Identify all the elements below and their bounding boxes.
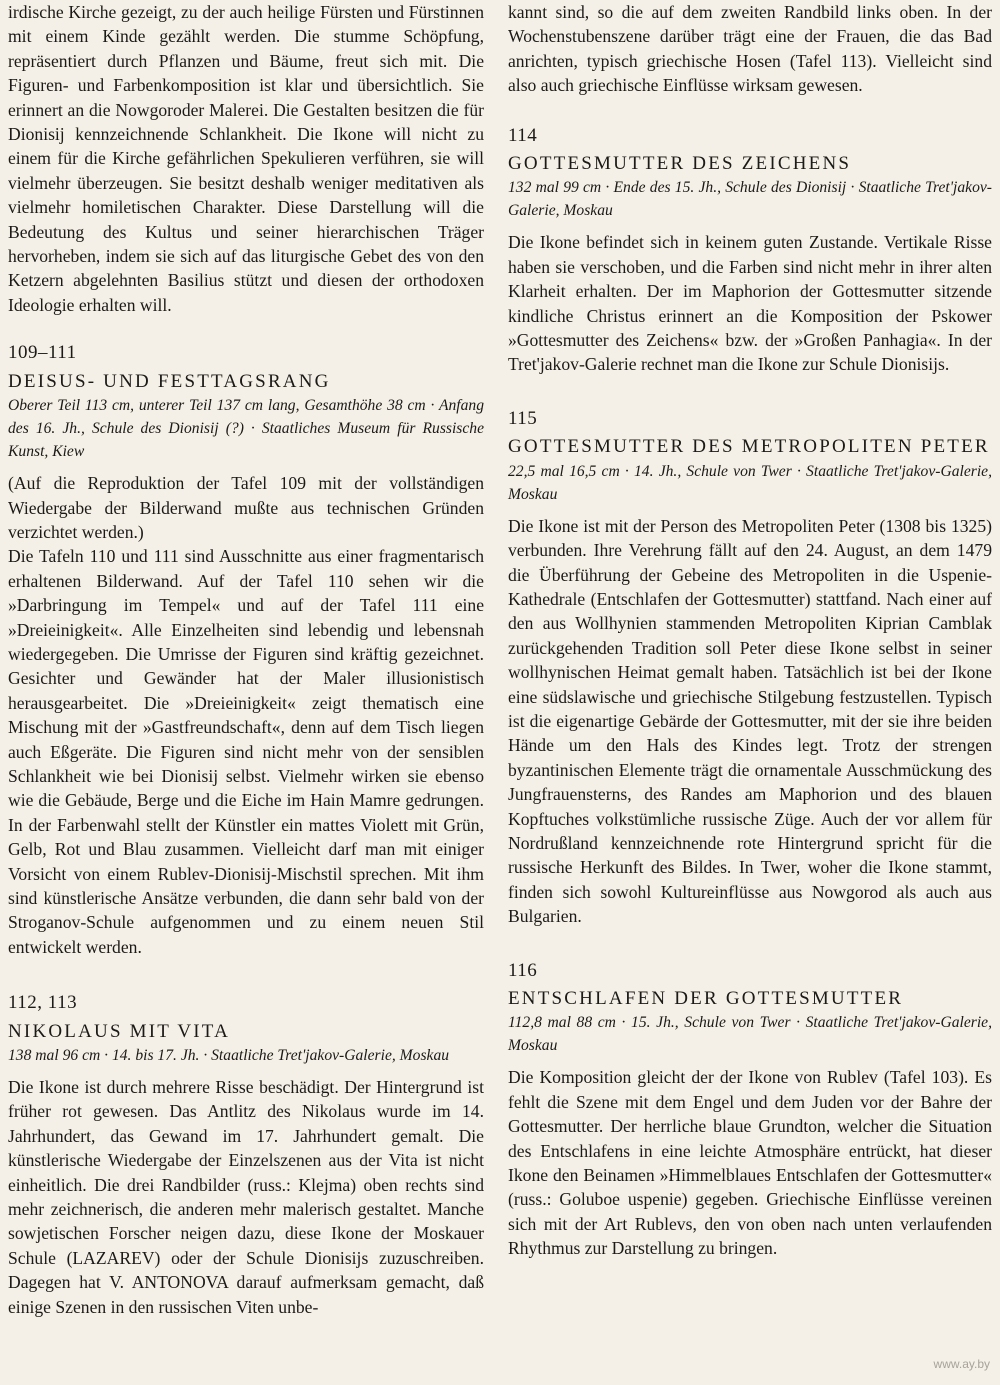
- section-number: 116: [508, 959, 538, 981]
- section-116: [508, 959, 992, 1261]
- section-title: NIKOLAUS MIT VITA: [8, 1020, 231, 1042]
- right-column: [508, 0, 992, 1261]
- section-title: GOTTESMUTTER DES ZEICHENS: [508, 153, 852, 175]
- body-paragraph: Die Ikone ist mit der Person des Metropoliten Peter (1308 bis 1325) verbunden. Ihre Verehrung fällt auf den 24. August, an dem 1479 die Überführung der Gebeine des Metropoliten in die Uspenie-Kathedrale (Entschlafen der Gottesmutter) stattfand. Nach einer auf den aus Wollhynien stammenden Metropoliten Kiprian Camblak zurückgehenden Tradition soll Peter diese Ikone selbst in seiner wollhynischen Heimat gemalt haben. Tatsächlich ist bei der Ikone eine südslawische und griechische Stilgebung festzustellen. Typisch ist die eigenartige Gebärde der Gottesmutter, mit der sie ihre beiden Hände um den Hals des Kindes legt. Trotz der strengen byzantinischen Elemente trägt die ornamentale Ausschmückung des Jungfrauensterns, des Randes am Maphorion und des blauen Kopftuches volkstümliche russische Züge. Auch der vor allem für Nordrußland kennzeichnende rote Hintergrund spricht für die russische Herkunft des Bildes. In Twer, woher die Ikone stammt, finden sich sowohl Kultureinflüsse aus Nowgorod als auch aus Bulgarien.: [508, 515, 992, 927]
- body-paragraph: Die Komposition gleicht der der Ikone von Rublev (Tafel 103). Es fehlt die Szene mit dem Engel und dem Juden vor der Bahre der Gottesmutter. Der herrliche blaue Grundton, welcher die Situation des Entschlafens in eine leichte Atmosphäre entrückt, hat dieser Ikone den Beinamen »Himmelblaues Entschlafen der Gottesmutter« (russ.: Goluboe uspenie) gegeben. Griechische Einflüsse vereinen sich mit der Art Rublevs, den von oben nach unten verlaufenden Rhythmus zur Darstellung zu bringen.: [508, 1067, 992, 1259]
- section-title: DEISUS- UND FESTTAGSRANG: [8, 370, 331, 392]
- section-meta: 132 mal 99 cm · Ende des 15. Jh., Schule des Dionisij · Staatliche Tret'jakov-Galerie, Moskau: [508, 179, 992, 220]
- body-paragraph: Die Tafeln 110 und 111 sind Ausschnitte aus einer fragmentarisch erhaltenen Bilderwand. Auf der Tafel 110 sehen wir die »Darbringung im Tempel« und auf der Tafel 111 eine »Dreieinigkeit«. Alle Einzelheiten sind lebendig und lebensnah wiedergegeben. Die Umrisse der Figuren sind kräftig gezeichnet. Gesichter und Gewänder hat der Maler illusionistisch herausgearbeitet. Die »Dreieinigkeit« zeigt thematisch eine Mischung mit der »Gastfreundschaft«, denn auf dem Tisch liegen auch Eßgeräte. Die Figuren sind nicht mehr von der sensiblen Schlankheit wie bei Dionisij selbst. Vielmehr wirken sie ebenso wie die Gebäude, Berge und die Eiche im Hain Mamre gedrungen. In der Farbenwahl stellt der Künstler ein mattes Violett mit Grün, Gelb, Rot und Blau zusammen. Vielleicht darf man mit einiger Vorsicht von einem Rublev-Dionisij-Mischstil sprechen. Mit ihm sind künstlerische Ansätze verbunden, die dann sehr bald von der Stroganov-Schule aufgenommen und zu einem neuen Stil entwickelt werden.: [8, 546, 484, 957]
- body-paragraph: Die Ikone befindet sich in keinem guten Zustande. Vertikale Risse haben sie verschoben, und die Farben sind nicht mehr in ihrer alten Klarheit erhalten. Der im Maphorion der Gottesmutter sitzende kindliche Christus erinnert an die Komposition der Pskower »Gottesmutter des Zeichens« bzw. der »Großen Panhagia«. In der Tret'jakov-Galerie rechnet man die Ikone zur Schule Dionisijs.: [508, 232, 992, 375]
- right-intro-paragraph: kannt sind, so die auf dem zweiten Randbild links oben. In der Wochenstubenszene darüber trägt eine der Frauen, die das Bad anrichten, typisch griechische Hosen (Tafel 113). Vielleicht sind also auch griechische Einflüsse wirksam gewesen.: [508, 2, 992, 96]
- body-paragraph: Die Ikone ist durch mehrere Risse beschädigt. Der Hintergrund ist früher rot gewesen. Das Antlitz des Nikolaus wurde im 14. Jahrhundert, das Gewand im 17. Jahrhundert gemalt. Die künstlerische Wiedergabe der Einzelszenen aus der Vita ist nicht einheitlich. Die drei Randbilder (russ.: Klejma) oben rechts sind mehr zeichnerisch, die anderen mehr malerisch gestaltet. Manche sowjetischen Forscher neigen dazu, diese Ikone der Moskauer Schule (LAZAREV) oder der Schule Dionisijs zuzuschreiben. Dagegen hat V. ANTONOVA darauf aufmerksam gemacht, daß einige Szenen in den russischen Viten unbe-: [8, 1077, 484, 1317]
- section-number: 114: [508, 124, 538, 146]
- watermark: www.ay.by: [933, 1357, 990, 1371]
- left-intro-paragraph: irdische Kirche gezeigt, zu der auch heilige Fürsten und Fürstinnen mit einem Kinde gezählt werden. Die stumme Schöpfung, repräsentiert durch Pflanzen und Bäume, freut sich mit. Die Figuren- und Farbenkomposition ist klar und übersichtlich. Sie erinnert an die Nowgoroder Malerei. Die Gestalten besitzen die für Dionisij kennzeichnende Schlankheit. Die Ikone will nicht zu einem für die Kirche gefährlichen Spekulieren verführen, sie will vielmehr überzeugen. Sie besitzt deshalb weniger meditativen als vielmehr homiletischen Charakter. Diese Darstellung will die Bedeutung des Kultus und seiner hierarchischen Träger hervorheben, indem sie sich auf das liturgische Gebet des von den Ketzern abgelehnten Basilius stützt und diesen der orthodoxen Ideologie erhalten will.: [8, 2, 484, 315]
- section-109-111: [8, 341, 484, 959]
- left-column: [8, 0, 484, 1319]
- section-114: [508, 124, 992, 377]
- section-title: ENTSCHLAFEN DER GOTTESMUTTER: [508, 988, 904, 1009]
- section-115: [508, 407, 992, 929]
- section-number: 115: [508, 407, 538, 429]
- section-title: GOTTESMUTTER DES METROPOLITEN PETER: [508, 436, 990, 458]
- section-meta: 112,8 mal 88 cm · 15. Jh., Schule von Twer · Staatliche Tret'jakov-Galerie, Moskau: [508, 1014, 992, 1055]
- section-meta: 138 mal 96 cm · 14. bis 17. Jh. · Staatliche Tret'jakov-Galerie, Moskau: [8, 1047, 450, 1065]
- section-number: 112, 113: [8, 992, 78, 1014]
- section-meta: 22,5 mal 16,5 cm · 14. Jh., Schule von Twer · Staatliche Tret'jakov-Galerie, Moskau: [508, 462, 992, 503]
- section-meta: Oberer Teil 113 cm, unterer Teil 137 cm lang, Gesamthöhe 38 cm · Anfang des 16. Jh., Schule des Dionisij (?) · Staatliches Museum für Russische Kunst, Kiew: [8, 397, 484, 461]
- body-paragraph: (Auf die Reproduktion der Tafel 109 mit der vollständigen Wiedergabe der Bilderwand mußte aus technischen Gründen verzichtet werden.): [8, 473, 484, 542]
- section-112-113: [8, 991, 484, 1319]
- section-number: 109–111: [8, 342, 77, 364]
